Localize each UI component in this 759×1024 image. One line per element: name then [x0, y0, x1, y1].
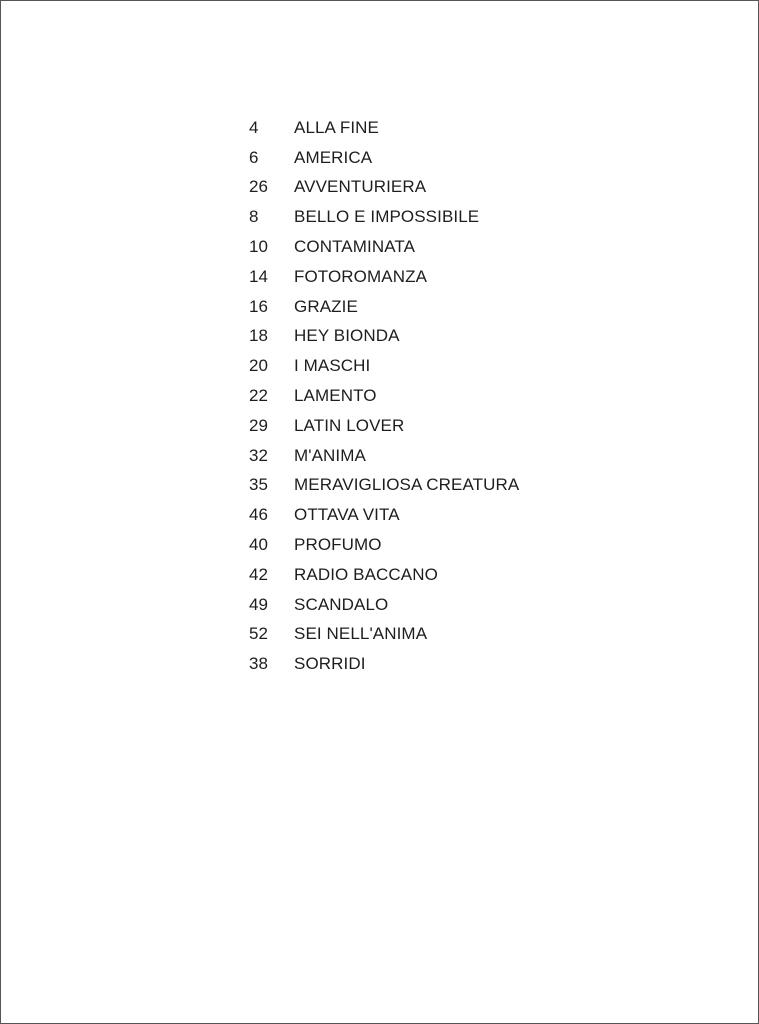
toc-page-number: 49 [249, 594, 269, 614]
toc-entry [249, 381, 519, 411]
toc-entry [249, 113, 519, 143]
toc-entry [249, 173, 519, 203]
toc-song-title: ALLA FINE [294, 117, 379, 137]
toc-song-title: M'ANIMA [294, 445, 366, 465]
toc-page-number: 4 [249, 117, 259, 137]
toc-song-title: I MASCHI [294, 356, 371, 376]
toc-song-title: CONTAMINATA [294, 237, 416, 257]
toc-song-title: SORRIDI [294, 654, 366, 674]
toc-song-title: SCANDALO [294, 594, 389, 614]
toc-song-title: BELLO E IMPOSSIBILE [294, 207, 480, 227]
toc-page-number: 26 [249, 177, 269, 197]
toc-entry [249, 232, 519, 262]
toc-song-title: HEY BIONDA [294, 326, 400, 346]
toc-song-title: AVVENTURIERA [294, 177, 427, 197]
table-of-contents [249, 113, 519, 679]
toc-page-number: 18 [249, 326, 269, 346]
toc-song-title: OTTAVA VITA [294, 505, 400, 525]
toc-entry [249, 202, 519, 232]
toc-entry [249, 590, 519, 620]
toc-song-title: GRAZIE [294, 296, 358, 316]
toc-page-number: 16 [249, 296, 269, 316]
toc-page-number: 20 [249, 356, 269, 376]
toc-page-number: 10 [249, 237, 269, 257]
toc-song-title: MERAVIGLIOSA CREATURA [294, 475, 520, 495]
toc-entry [249, 411, 519, 441]
toc-page-number: 46 [249, 505, 269, 525]
toc-entry [249, 471, 519, 501]
toc-entry [249, 441, 519, 471]
toc-song-title: LATIN LOVER [294, 415, 405, 435]
toc-page-number: 22 [249, 386, 269, 406]
toc-entry [249, 351, 519, 381]
toc-entry [249, 322, 519, 352]
toc-page-number: 32 [249, 445, 269, 465]
toc-entry [249, 560, 519, 590]
toc-page-number: 14 [249, 266, 269, 286]
toc-page-number: 52 [249, 624, 269, 644]
toc-song-title: PROFUMO [294, 535, 382, 555]
toc-entry [249, 530, 519, 560]
toc-page-number: 6 [249, 147, 259, 167]
toc-page-number: 35 [249, 475, 269, 495]
toc-song-title: LAMENTO [294, 386, 377, 406]
toc-song-title: AMERICA [294, 147, 373, 167]
toc-page-number: 8 [249, 207, 259, 227]
toc-song-title: RADIO BACCANO [294, 564, 438, 584]
toc-page-number: 40 [249, 535, 269, 555]
toc-entry [249, 292, 519, 322]
toc-entry [249, 620, 519, 650]
toc-song-title: SEI NELL'ANIMA [294, 624, 428, 644]
toc-page-number: 38 [249, 654, 269, 674]
toc-song-title: FOTOROMANZA [294, 266, 428, 286]
toc-entry [249, 649, 519, 679]
toc-entry [249, 143, 519, 173]
toc-page-number: 29 [249, 415, 269, 435]
toc-entry [249, 500, 519, 530]
toc-page-number: 42 [249, 564, 269, 584]
toc-entry [249, 262, 519, 292]
